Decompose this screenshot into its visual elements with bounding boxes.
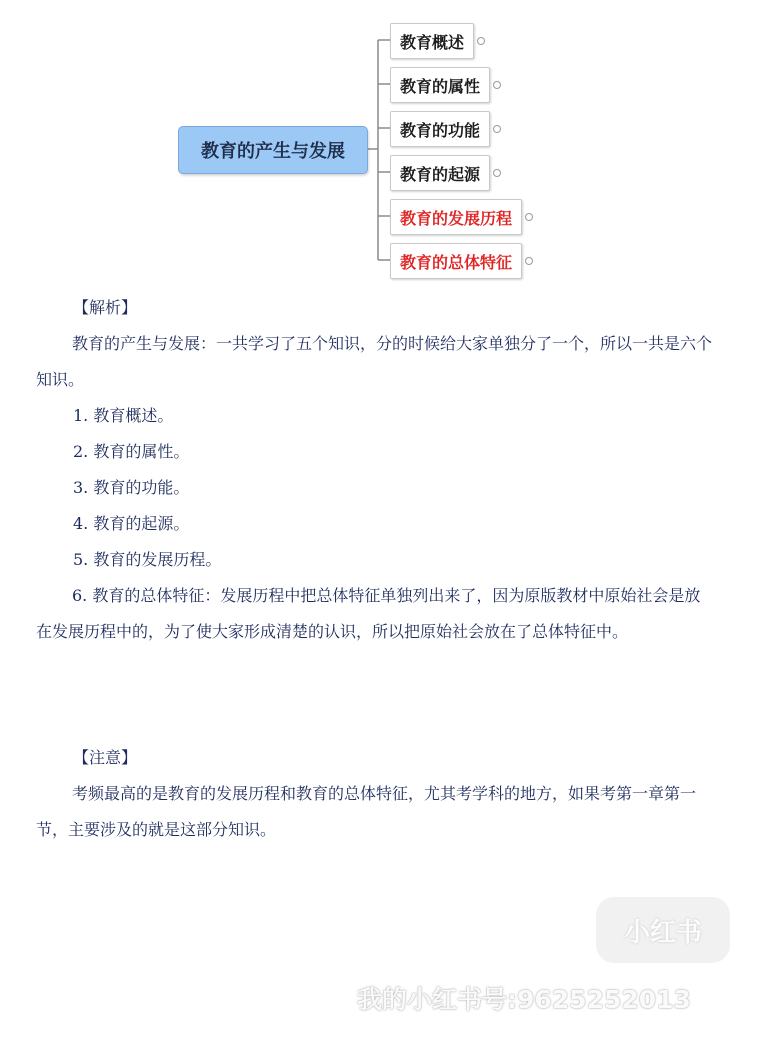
mind-map-node-development (390, 199, 522, 235)
mind-map-node-functions (390, 111, 490, 147)
expand-dot-icon (493, 81, 501, 89)
mind-map-node-origin (390, 155, 490, 191)
node-label: 教育概述 (400, 32, 465, 52)
analysis-intro: 教育的产生与发展：一共学习了五个知识，分的时候给大家单独分了一个，所以一共是六个知识。 (36, 334, 713, 389)
list-item: 3. 教育的功能。 (73, 478, 190, 497)
analysis-section (36, 290, 716, 650)
node-label: 教育的功能 (400, 120, 481, 140)
mind-map-node-attributes (390, 67, 490, 103)
expand-dot-icon (525, 213, 533, 221)
expand-dot-icon (525, 257, 533, 265)
list-item: 5. 教育的发展历程。 (73, 550, 222, 569)
mind-map (0, 0, 769, 290)
watermark-text: 我的小红书号:9625252013 (357, 985, 691, 1014)
mind-map-node-features (390, 243, 522, 279)
mind-map-root-node: 教育的产生与发展 (178, 126, 368, 174)
note-section (36, 740, 716, 848)
list-item: 4. 教育的起源。 (73, 514, 190, 533)
mind-map-node-overview (390, 23, 474, 59)
expand-dot-icon (477, 37, 485, 45)
note-body: 考频最高的是教育的发展历程和教育的总体特征，尤其考学科的地方，如果考第一章第一节，主要涉及的就是这部分知识。 (36, 784, 697, 839)
list-item: 1. 教育概述。 (73, 406, 174, 425)
expand-dot-icon (493, 125, 501, 133)
node-label: 教育的属性 (400, 76, 481, 96)
list-item: 2. 教育的属性。 (73, 442, 190, 461)
watermark-logo: 小红书 (596, 897, 730, 963)
list-item: 6. 教育的总体特征：发展历程中把总体特征单独列出来了，因为原版教材中原始社会是放在发展历程中的，为了使大家形成清楚的认识，所以把原始社会放在了总体特征中。 (36, 586, 701, 641)
node-label: 教育的总体特征 (400, 252, 513, 272)
expand-dot-icon (493, 169, 501, 177)
analysis-heading: 【解析】 (73, 298, 138, 317)
note-heading: 【注意】 (73, 748, 138, 767)
node-label: 教育的起源 (400, 164, 481, 184)
mind-map-connectors (0, 0, 769, 290)
node-label: 教育的发展历程 (400, 208, 513, 228)
